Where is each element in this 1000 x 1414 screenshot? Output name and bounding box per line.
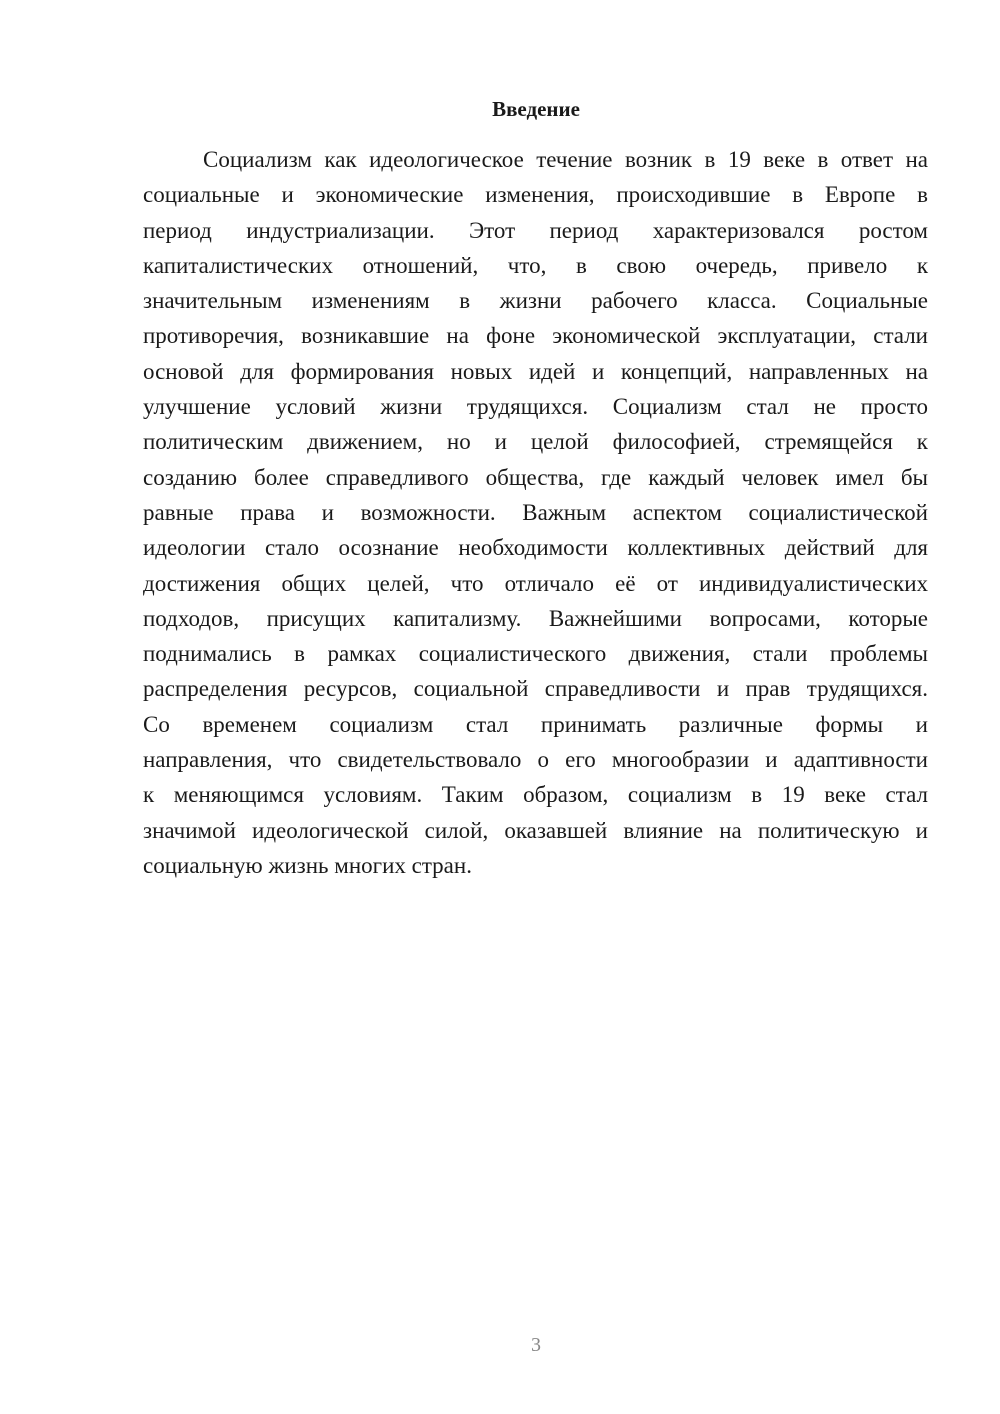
text-line: Социализм как идеологическое течение возник в 19 веке в ответ на — [203, 147, 928, 172]
text-line: достижения общих целей, что отличало её от индивидуалистических — [143, 570, 928, 596]
text-line: капиталистических отношений, что, в свою очередь, привело к — [143, 252, 928, 278]
page-heading: Введение — [492, 97, 580, 121]
text-line: равные права и возможности. Важным аспектом социалистической — [143, 499, 928, 525]
text-line: значительным изменениям в жизни рабочего класса. Социальные — [143, 288, 928, 314]
text-line: социальные и экономические изменения, происходившие в Европе в — [143, 182, 928, 208]
text-line: поднимались в рамках социалистического движения, стали проблемы — [143, 641, 928, 667]
text-line: противоречия, возникавшие на фоне экономической эксплуатации, стали — [143, 323, 928, 349]
text-line: к меняющимся условиям. Таким образом, социализм в 19 веке стал — [143, 782, 928, 808]
text-line: основой для формирования новых идей и концепций, направленных на — [143, 358, 928, 384]
page-number: 3 — [531, 1334, 541, 1356]
text-line: направления, что свидетельствовало о его многообразии и адаптивности — [143, 747, 928, 773]
text-line: Со временем социализм стал принимать различные формы и — [143, 711, 928, 737]
text-line: политическим движением, но и целой философией, стремящейся к — [143, 429, 928, 455]
body-paragraph — [143, 142, 928, 883]
text-line: социальную жизнь многих стран. — [143, 852, 472, 878]
text-line: созданию более справедливого общества, где каждый человек имел бы — [143, 464, 928, 490]
text-line: распределения ресурсов, социальной справедливости и прав трудящихся. — [143, 676, 928, 702]
text-line: подходов, присущих капитализму. Важнейшими вопросами, которые — [143, 605, 928, 631]
text-line: идеологии стало осознание необходимости коллективных действий для — [143, 535, 928, 561]
text-line: период индустриализации. Этот период характеризовался ростом — [143, 217, 928, 243]
text-line: улучшение условий жизни трудящихся. Социализм стал не просто — [143, 394, 928, 420]
text-line: значимой идеологической силой, оказавшей влияние на политическую и — [143, 817, 928, 843]
